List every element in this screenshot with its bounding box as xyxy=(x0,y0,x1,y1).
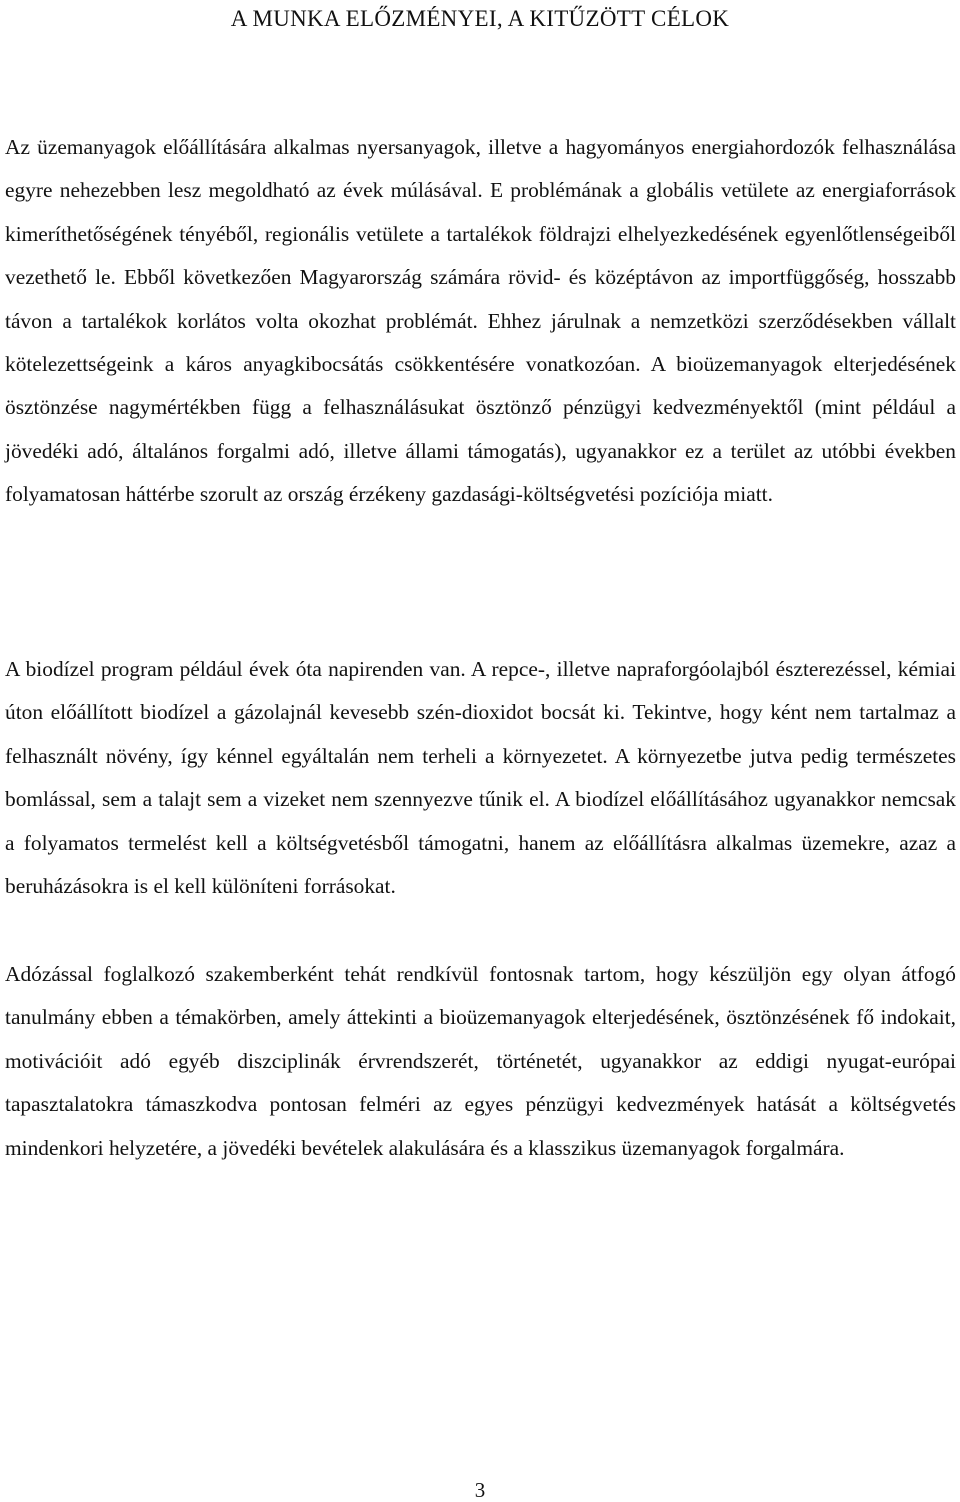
paragraph-goals: Adózással foglalkozó szakemberként tehát rendkívül fontosnak tartom, hogy készüljön egy olyan átfogó tanulmány ebben a témakörben, amely áttekinti a bioüzemanyagok elterjedésének, ösztönzésének fő indokait, motivációit adó egyéb diszciplinák érvrendszerét, történetét, ugyanakkor az eddigi nyugat-európai tapasztalatokra támaszkodva pontosan felméri az egyes pénzügyi kedvezmények hatását a költségvetés mindenkori helyzetére, a jövedéki bevételek alakulására és a klasszikus üzemanyagok forgalmára. xyxy=(5,962,956,1160)
paragraph-biodiesel: A biodízel program például évek óta napirenden van. A repce-, illetve napraforgóolajból észterezéssel, kémiai úton előállított biodízel a gázolajnál kevesebb szén-dioxidot bocsát ki. Tekintve, hogy ként nem tartalmaz a felhasznált növény, így kénnel egyáltalán nem terheli a környezetet. A környezetbe jutva pedig természetes bomlással, sem a talajt sem a vizeket nem szennyezve tűnik el. A biodízel előállításához ugyanakkor nemcsak a folyamatos termelést kell a költségvetésből támogatni, hanem az előállításra alkalmas üzemekre, azaz a beruházásokra is el kell különíteni forrásokat. xyxy=(5,657,956,899)
paragraph-background: Az üzemanyagok előállítására alkalmas nyersanyagok, illetve a hagyományos energiahordozók felhasználása egyre nehezebben lesz megoldható az évek múlásával. E problémának a globális vetülete az energiaforrások kimeríthetőségének tényéből, regionális vetülete a tartalékok földrajzi elhelyezkedésének egyenlőtlenségeiből vezethető le. Ebből következően Magyarország számára rövid- és középtávon az importfüggőség, hosszabb távon a tartalékok korlátos volta okozhat problémát. Ehhez járulnak a nemzetközi szerződésekben vállalt kötelezettségeink a káros anyagkibocsátás csökkentésére vonatkozóan. A bioüzemanyagok elterjedésének ösztönzése nagymértékben függ a felhasználásukat ösztönző pénzügyi kedvezményektől (mint például a jövedéki adó, általános forgalmi adó, illetve állami támogatás), ugyanakkor ez a terület az utóbbi években folyamatosan háttérbe szorult az ország érzékeny gazdasági-költségvetési pozíciója miatt. xyxy=(5,135,956,507)
page-title: A MUNKA ELŐZMÉNYEI, A KITŰZÖTT CÉLOK xyxy=(230,6,730,31)
page-number: 3 xyxy=(474,1478,486,1502)
